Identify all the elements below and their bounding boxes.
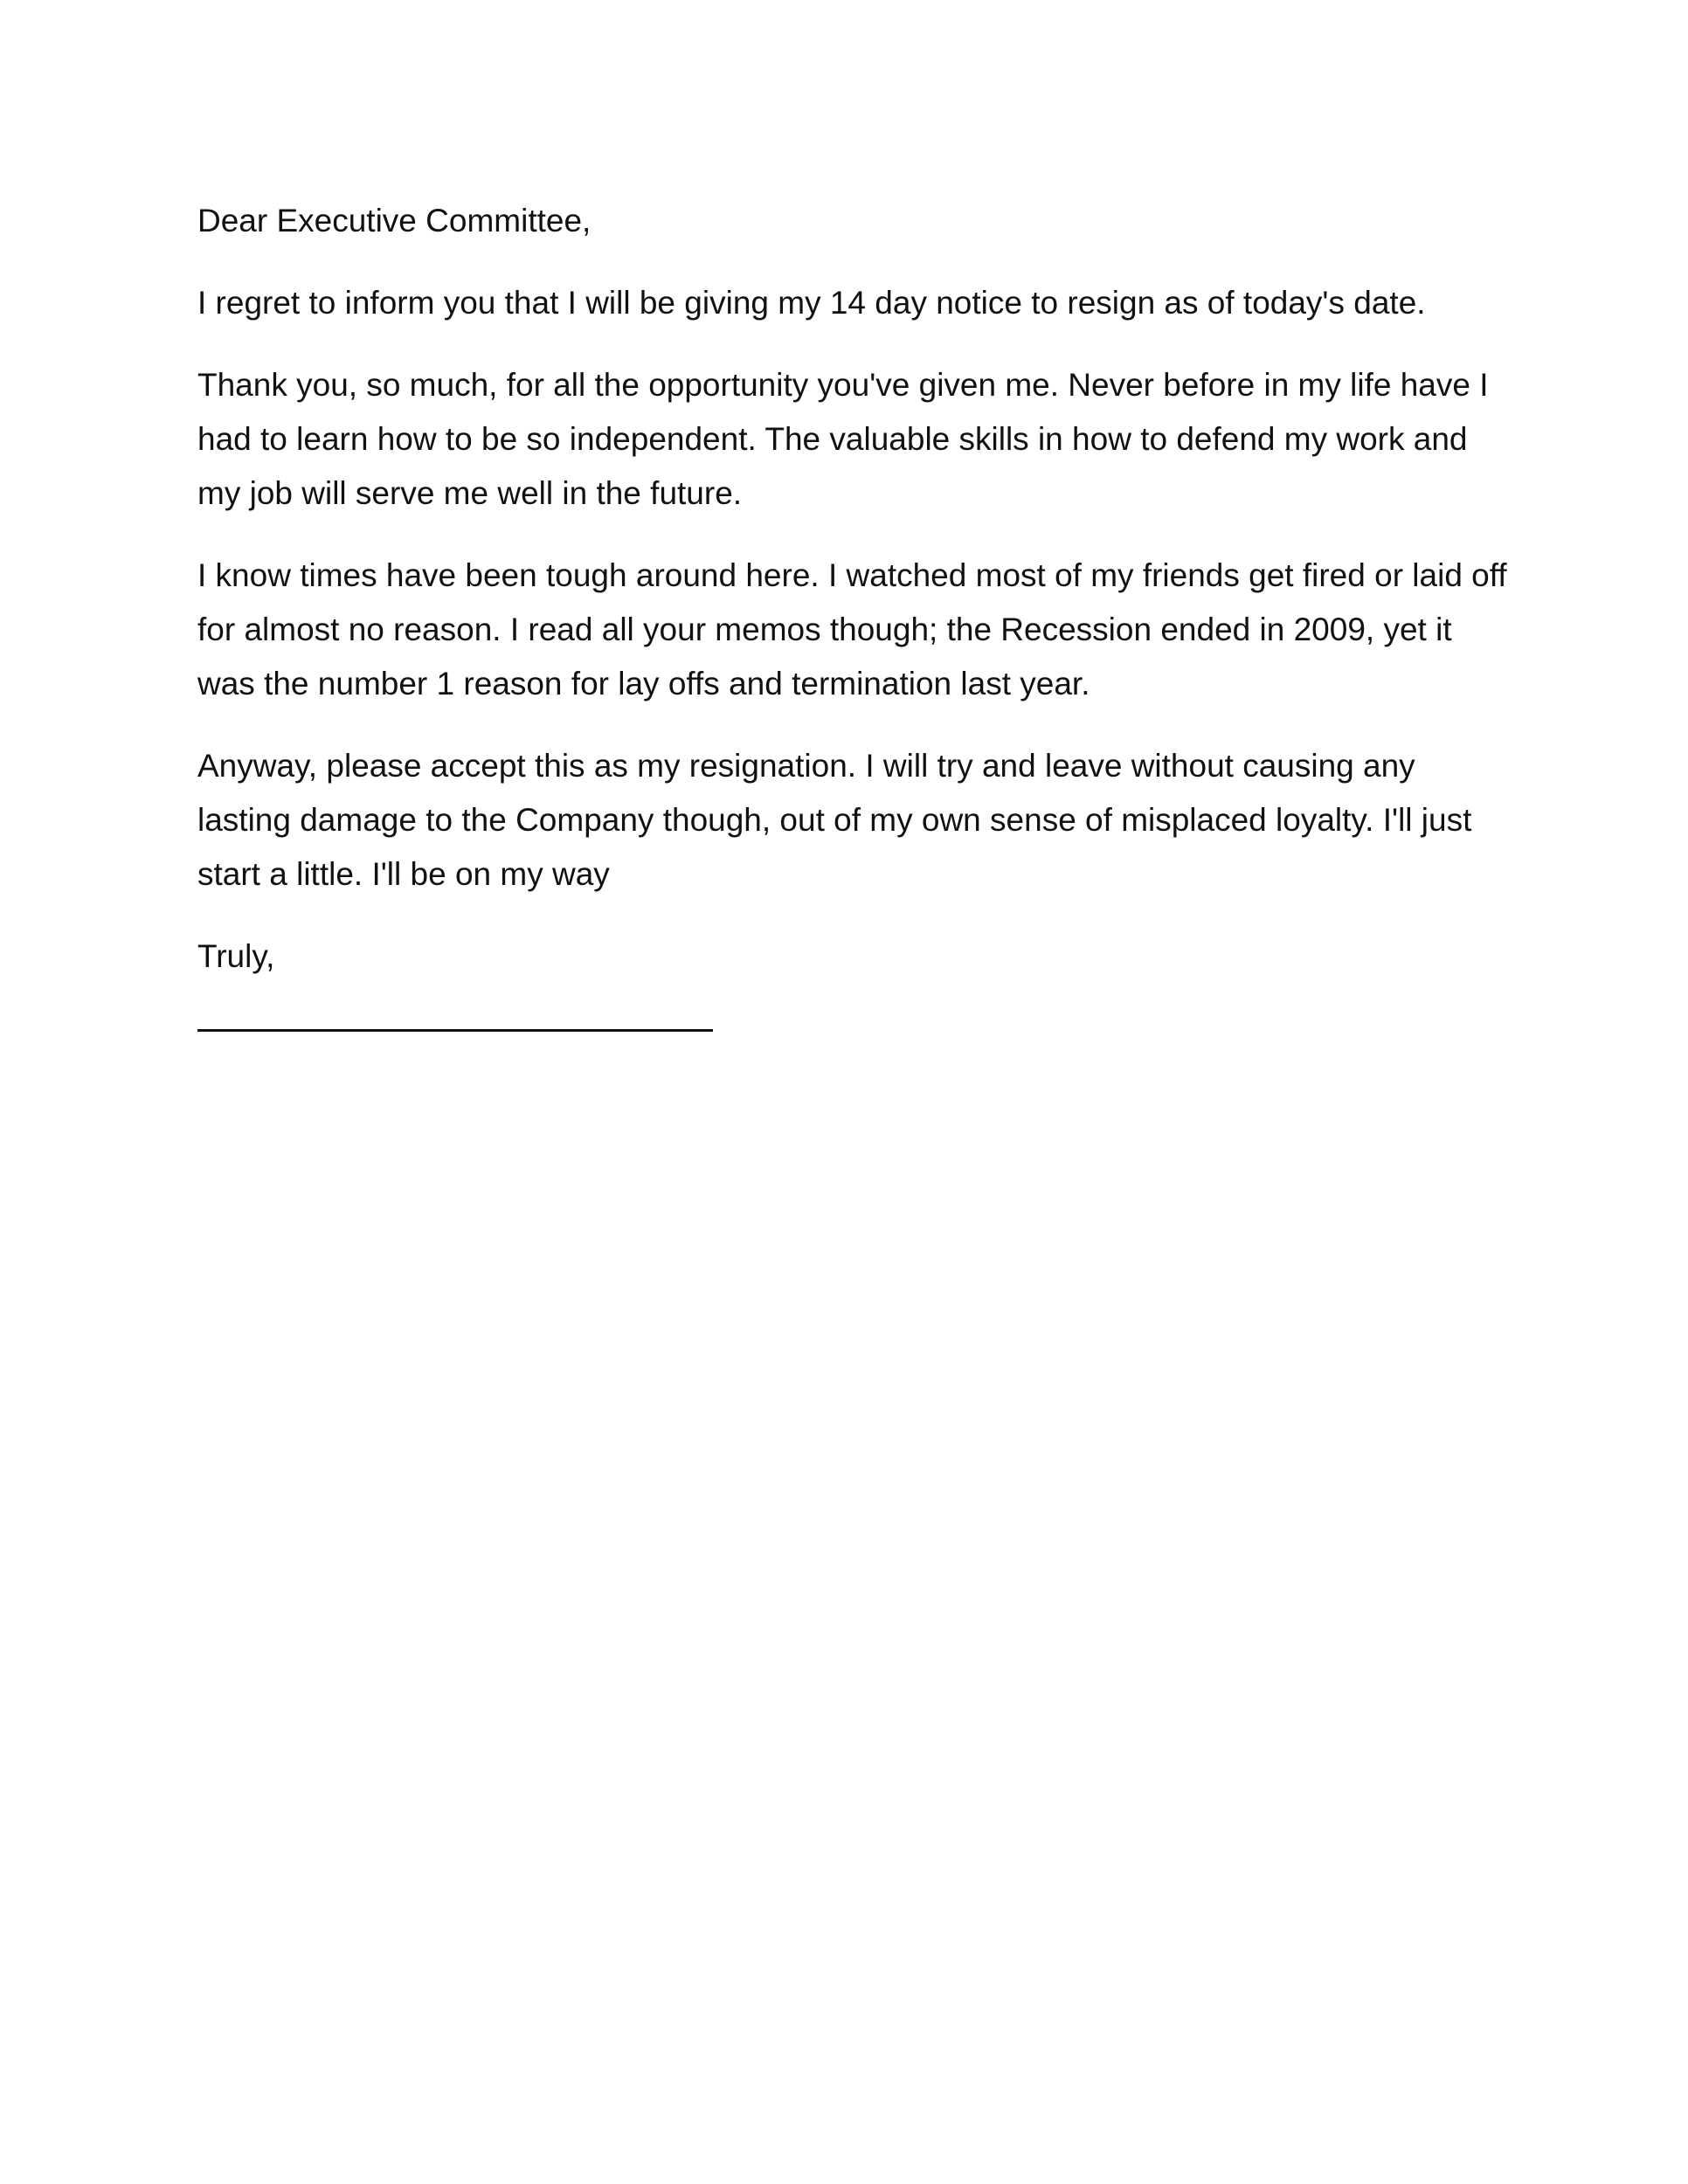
resignation-letter bbox=[197, 194, 1508, 1032]
paragraph-acceptance: Anyway, please accept this as my resignation. I will try and leave without causing any lasting damage to the Company though, out of my own sense of misplaced loyalty. I'll just start a little. I'll be on my way bbox=[197, 748, 1472, 892]
signature-line bbox=[197, 1029, 713, 1032]
closing: Truly, bbox=[197, 938, 275, 974]
paragraph-tough-times: I know times have been tough around here. I watched most of my friends get fired or laid off for almost no reason. I read all your memos though; the Recession ended in 2009, yet it was the number 1 reason for lay offs and termination last year. bbox=[197, 557, 1507, 702]
salutation: Dear Executive Committee, bbox=[197, 203, 591, 238]
paragraph-thanks: Thank you, so much, for all the opportunity you've given me. Never before in my life have I had to learn how to be so independent. The valuable skills in how to defend my work and my job will serve me well in the future. bbox=[197, 367, 1489, 511]
paragraph-notice: I regret to inform you that I will be giving my 14 day notice to resign as of today's date. bbox=[197, 285, 1426, 321]
